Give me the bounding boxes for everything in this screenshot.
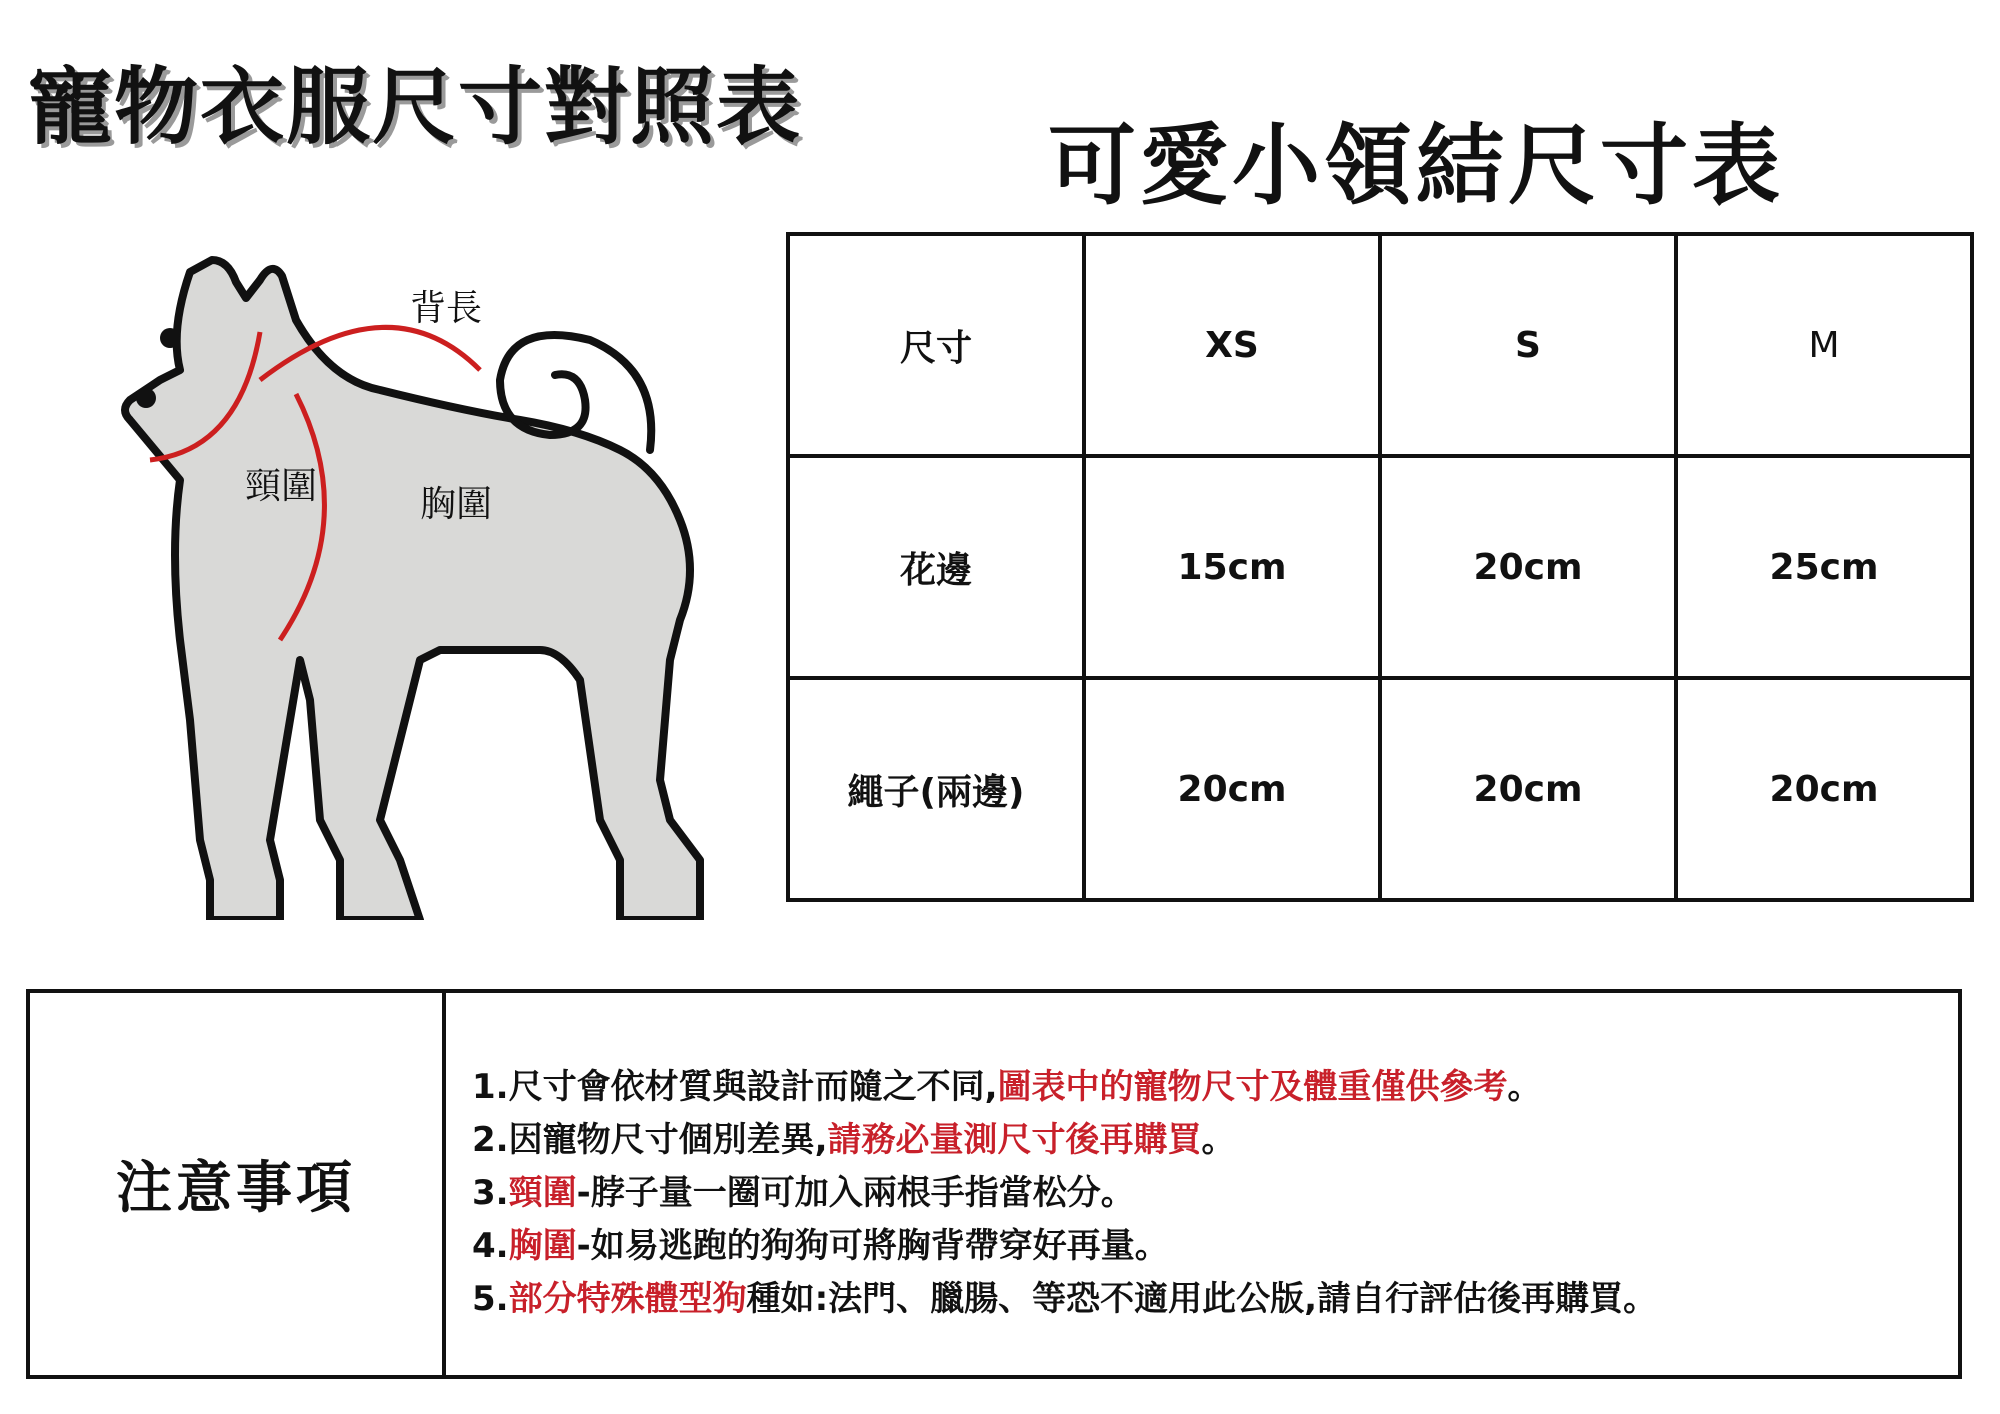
note-highlight: 請務必量測尺寸後再購買 — [827, 1120, 1202, 1160]
table-row-label: 花邊 — [788, 456, 1084, 678]
note-text: 。 — [1507, 1067, 1542, 1107]
note-highlight: 部分特殊體型狗 — [508, 1279, 747, 1319]
note-text: 種如:法門、臘腸、等恐不適用此公版,請自行評估後再購買。 — [746, 1279, 1658, 1319]
notes-box — [26, 989, 1962, 1379]
note-highlight: 頸圍 — [508, 1173, 577, 1213]
table-row-label: 繩子(兩邊) — [788, 678, 1084, 900]
notes-list — [446, 993, 1958, 1375]
note-line — [472, 1114, 1958, 1167]
note-highlight: 圖表中的寵物尺寸及體重僅供參考 — [997, 1067, 1508, 1107]
dog-body — [125, 260, 700, 920]
note-text: 2.因寵物尺寸個別差異, — [472, 1120, 828, 1160]
neck-label: 頸圍 — [245, 466, 318, 507]
table-header-row — [788, 234, 1972, 456]
table-cell: 20cm — [1380, 456, 1676, 678]
table-cell: 15cm — [1084, 456, 1380, 678]
dog-illustration — [60, 220, 740, 920]
table-cell: 20cm — [1380, 678, 1676, 900]
note-text: -脖子量一圈可加入兩根手指當松分。 — [576, 1173, 1135, 1213]
note-text: 3. — [472, 1173, 509, 1213]
note-highlight: 胸圍 — [508, 1226, 577, 1266]
table-header-cell: 尺寸 — [788, 234, 1084, 456]
size-chart-title: 可愛小領結尺寸表 — [1048, 114, 1785, 217]
note-text: 4. — [472, 1226, 509, 1266]
chest-label: 胸圍 — [420, 484, 493, 525]
note-line — [472, 1273, 1958, 1326]
notes-heading: 注意事項 — [30, 993, 446, 1375]
table-header-cell: S — [1380, 234, 1676, 456]
note-line — [472, 1167, 1958, 1220]
table-cell: 25cm — [1676, 456, 1972, 678]
note-text: 。 — [1201, 1120, 1236, 1160]
table-header-cell: XS — [1084, 234, 1380, 456]
back-length-label: 背長 — [410, 288, 483, 329]
table-row — [788, 456, 1972, 678]
dog-nose — [136, 388, 156, 408]
main-title: 寵物衣服尺寸對照表 — [28, 58, 803, 156]
note-line — [472, 1220, 1958, 1273]
table-header-cell: M — [1676, 234, 1972, 456]
dog-svg — [60, 220, 740, 920]
dog-eye — [160, 328, 180, 348]
table-row — [788, 678, 1972, 900]
dog-outline — [125, 260, 700, 920]
note-text: 5. — [472, 1279, 509, 1319]
size-table — [786, 232, 1974, 902]
note-text: -如易逃跑的狗狗可將胸背帶穿好再量。 — [576, 1226, 1169, 1266]
table-cell: 20cm — [1084, 678, 1380, 900]
note-line — [472, 1061, 1958, 1114]
note-text: 1.尺寸會依材質與設計而隨之不同, — [472, 1067, 998, 1107]
table-cell: 20cm — [1676, 678, 1972, 900]
